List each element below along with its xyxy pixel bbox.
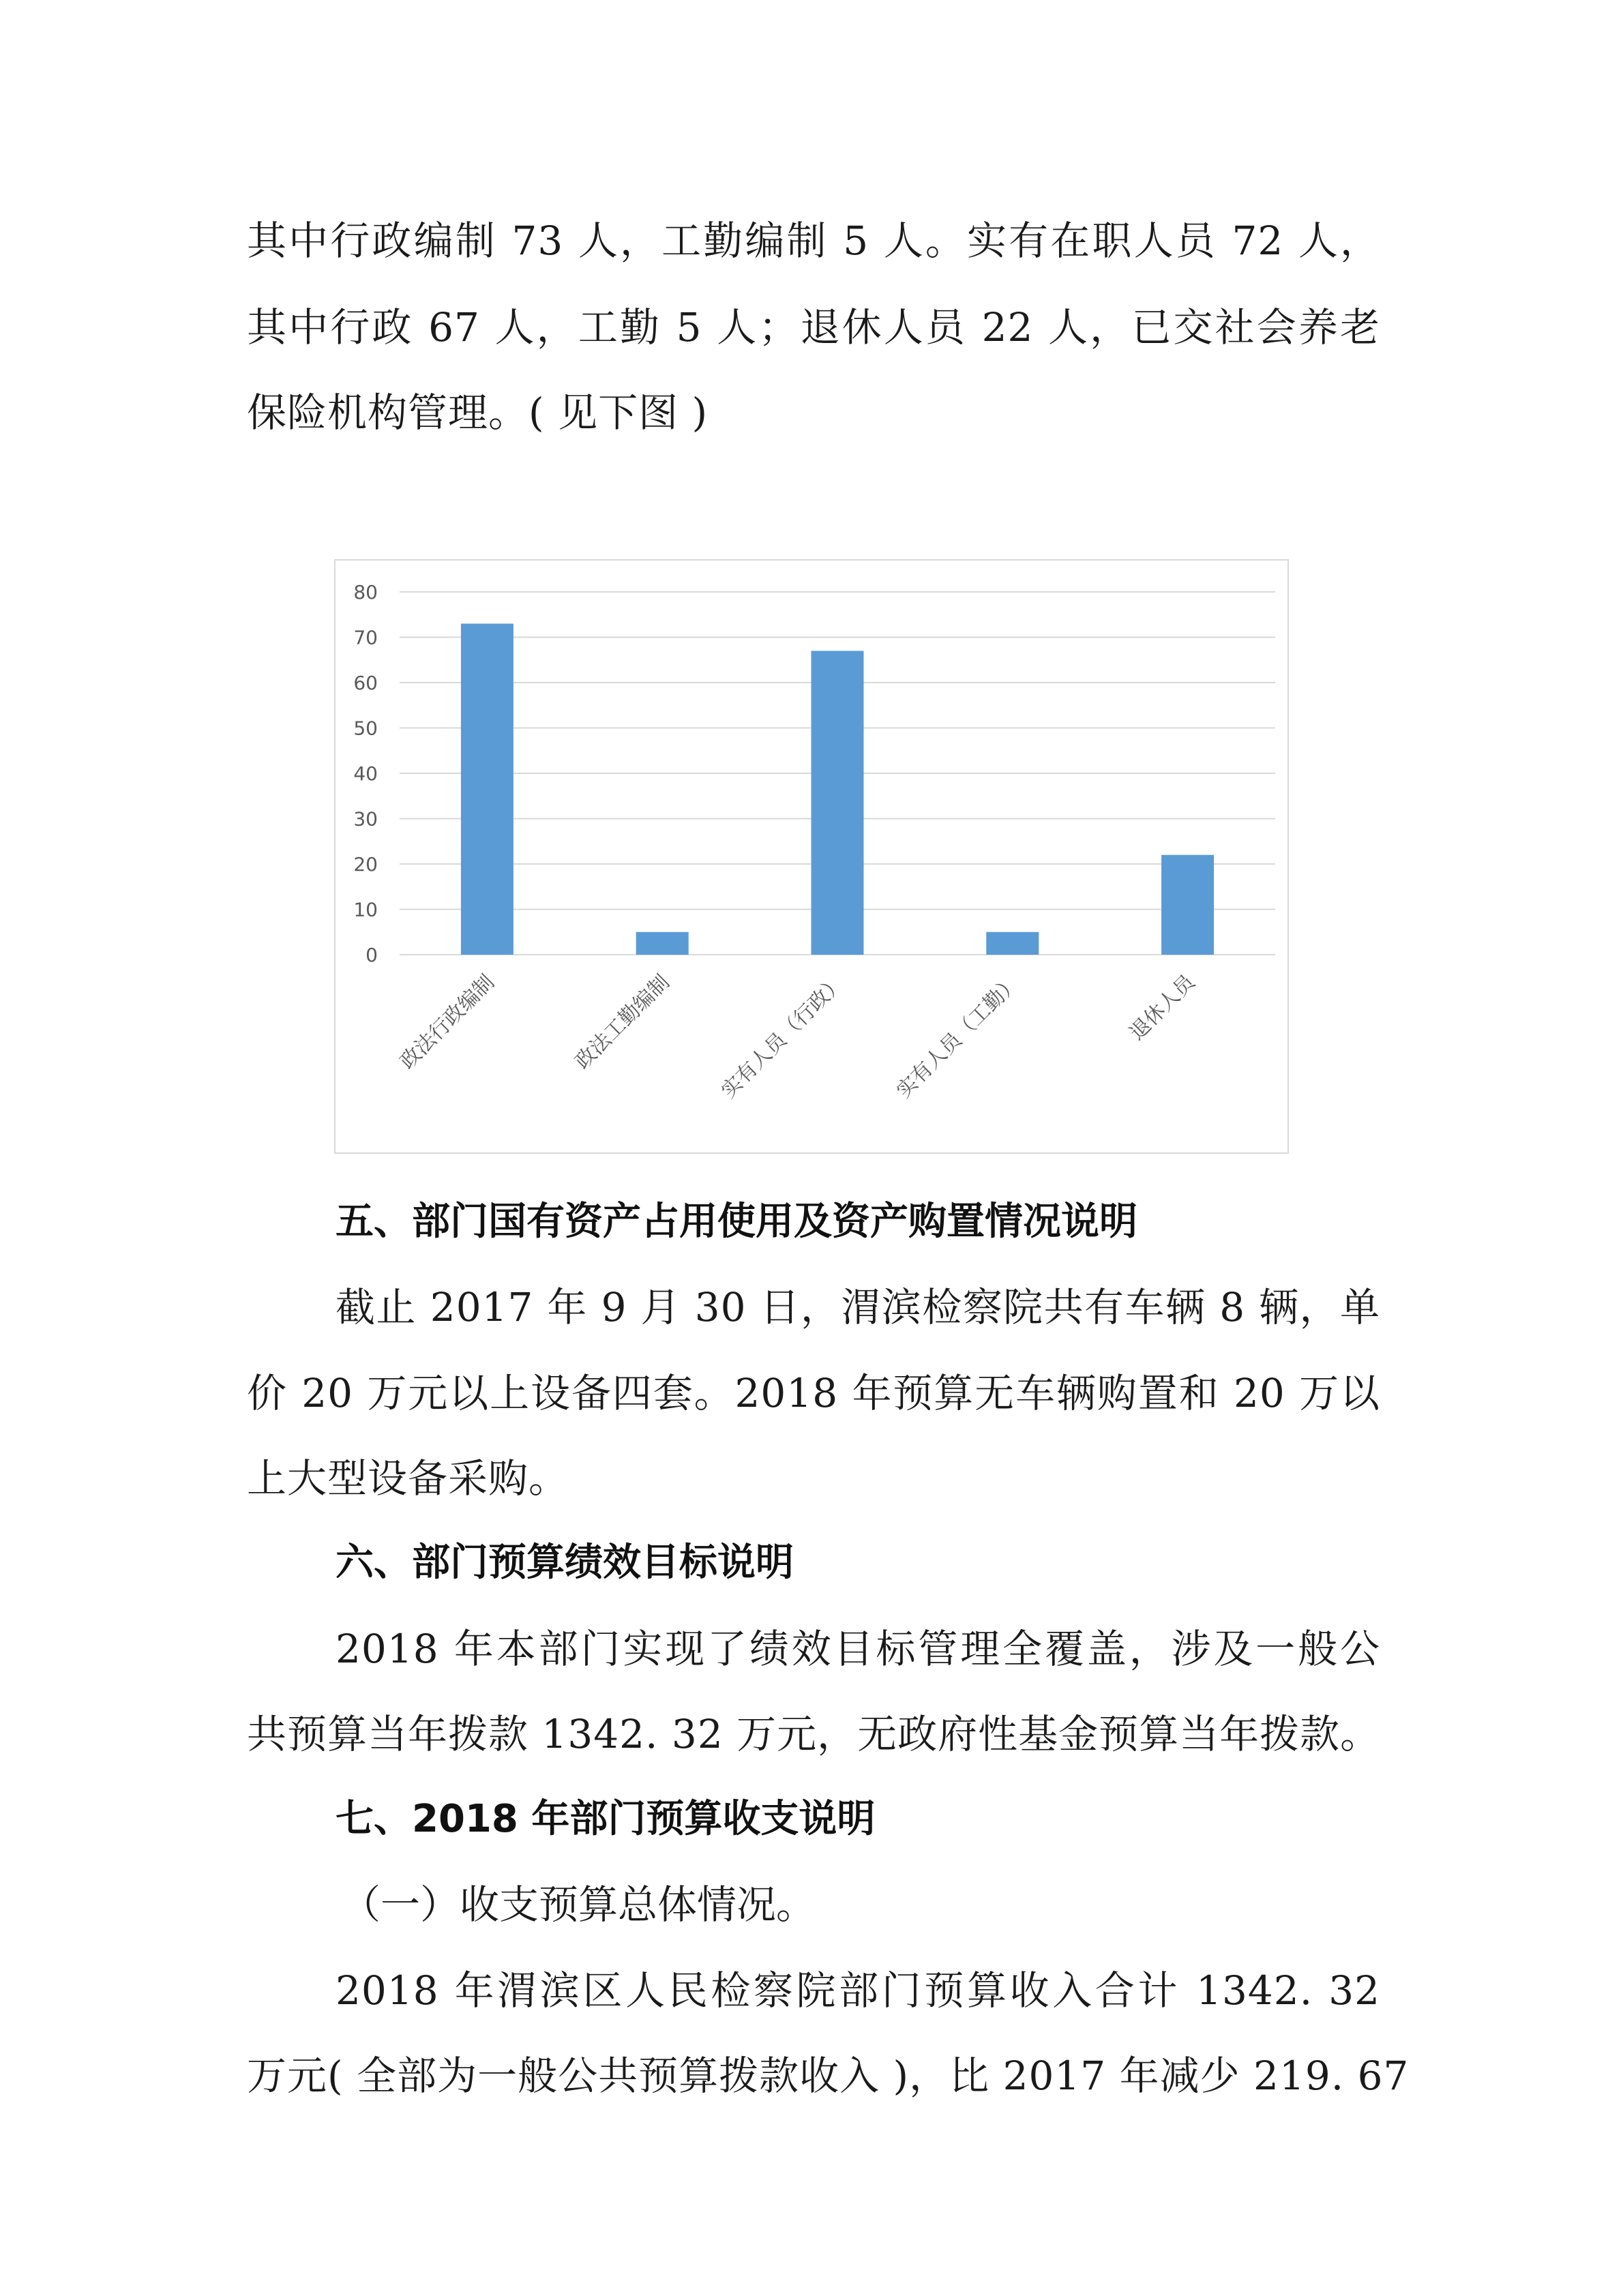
x-tick-label: 退休人员: [1125, 970, 1200, 1045]
paragraph-line: 2018 年渭滨区人民检察院部门预算收入合计 1342. 32: [336, 1967, 1380, 2014]
paragraph-line: 其中行政编制 73 人，工勤编制 5 人。实有在职人员 72 人，: [247, 218, 1380, 264]
paragraph-line: 保险机构管理。( 见下图 ): [247, 389, 709, 436]
x-tick-label: 政法工勤编制: [570, 970, 674, 1074]
paragraph-line: 万元( 全部为一般公共预算拨款收入 )，比 2017 年减少 219. 67: [247, 2053, 1410, 2099]
x-tick-label: 实有人员（工勤）: [892, 970, 1025, 1103]
y-tick-label: 40: [353, 762, 378, 785]
bar: [811, 651, 863, 955]
chart-svg: [336, 561, 1287, 1152]
paragraph-line: 共预算当年拨款 1342. 32 万元，无政府性基金预算当年拨款。: [247, 1711, 1381, 1757]
bar: [461, 624, 513, 955]
x-tick-label: 政法行政编制: [396, 970, 500, 1074]
y-tick-label: 70: [353, 626, 378, 649]
paragraph-line: 价 20 万元以上设备四套。2018 年预算无车辆购置和 20 万以: [247, 1370, 1380, 1416]
paragraph-line: 截止 2017 年 9 月 30 日，渭滨检察院共有车辆 8 辆，单: [336, 1284, 1380, 1330]
bar: [986, 932, 1039, 955]
paragraph-line: 2018 年本部门实现了绩效目标管理全覆盖，涉及一般公: [336, 1626, 1380, 1672]
bar: [636, 932, 689, 955]
section-heading: 五、部门国有资产占用使用及资产购置情况说明: [336, 1199, 1137, 1244]
section-heading: 七、2018 年部门预算收支说明: [336, 1797, 876, 1841]
y-tick-label: 0: [366, 944, 378, 966]
sub-heading: （一）收支预算总体情况。: [341, 1881, 816, 1928]
section-heading: 六、部门预算绩效目标说明: [336, 1540, 794, 1585]
y-tick-label: 80: [353, 581, 378, 603]
x-tick-label: 实有人员（行政）: [717, 970, 850, 1103]
y-tick-label: 10: [353, 898, 378, 921]
staff-bar-chart: [334, 559, 1289, 1154]
paragraph-line: 上大型设备采购。: [247, 1455, 569, 1502]
y-tick-label: 30: [353, 807, 378, 831]
y-tick-label: 50: [353, 717, 378, 740]
y-tick-label: 60: [353, 672, 378, 694]
y-tick-label: 20: [353, 853, 378, 876]
paragraph-line: 其中行政 67 人，工勤 5 人；退休人员 22 人，已交社会养老: [247, 304, 1380, 351]
bar: [1161, 855, 1214, 955]
